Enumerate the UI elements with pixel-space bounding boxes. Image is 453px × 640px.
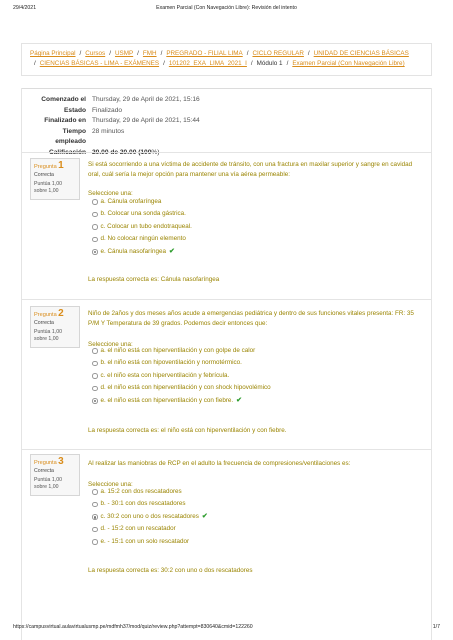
question-grade-max: sobre 1,00 (34, 187, 59, 194)
divider (431, 88, 432, 640)
answer-option[interactable] (92, 196, 192, 208)
answer-option[interactable] (92, 536, 208, 548)
select-prompt: Seleccione una: (88, 341, 133, 348)
question-number: 2 (58, 308, 64, 319)
option-label: b. el niño está con hipoventilación y normotérmico. (100, 359, 242, 367)
answer-option-selected[interactable] (92, 511, 208, 523)
breadcrumb-item-exam[interactable]: Examen Parcial (Con Navegación Libre) (292, 60, 405, 67)
question-grade-max: sobre 1,00 (34, 335, 59, 342)
radio-button[interactable] (92, 224, 98, 230)
radio-button[interactable] (92, 212, 98, 218)
check-icon: ✔ (201, 513, 208, 521)
breadcrumb-item-cursos[interactable]: Cursos (85, 50, 106, 57)
started-label: Comenzado el (41, 96, 86, 103)
breadcrumb-separator: / (246, 50, 249, 57)
print-title: Examen Parcial (Con Navegación Libre): Revisión del intento (156, 5, 297, 11)
time-label (21, 127, 89, 148)
question-text (88, 459, 422, 489)
question-info (30, 454, 80, 496)
answer-option[interactable] (92, 233, 192, 245)
answer-option[interactable] (92, 208, 192, 220)
radio-button[interactable] (92, 539, 98, 545)
radio-button[interactable] (92, 398, 98, 404)
option-label: d. - 15:2 con un rescatador (100, 525, 176, 533)
answer-option[interactable] (92, 357, 271, 369)
answer-options (92, 196, 192, 258)
answer-options (92, 486, 208, 548)
divider (21, 152, 432, 153)
breadcrumb-separator: / (250, 60, 253, 67)
question-grade-max: sobre 1,00 (34, 483, 59, 490)
answer-option[interactable] (92, 221, 192, 233)
time-label-line-1: Tiempo (62, 127, 86, 135)
breadcrumb-separator: / (163, 60, 165, 67)
question-label: Pregunta (34, 312, 57, 318)
question-info (30, 306, 80, 348)
finished-value: Thursday, 29 de April de 2021, 15:44 (92, 117, 200, 124)
breadcrumb-item-modulo: Módulo 1 (256, 60, 283, 67)
breadcrumb-separator: / (160, 50, 163, 57)
question-number: 1 (58, 160, 64, 171)
answer-option[interactable] (92, 370, 271, 382)
breadcrumb-separator: / (286, 60, 289, 67)
radio-button[interactable] (92, 361, 98, 367)
print-footer (13, 624, 440, 634)
breadcrumb-separator: / (109, 50, 111, 57)
breadcrumb-item-unidad[interactable]: UNIDAD DE CIENCIAS BÁSICAS (313, 50, 409, 57)
option-label: c. 30:2 con uno o dos rescatadores (100, 512, 199, 520)
answer-option[interactable] (92, 498, 208, 510)
question-number: 3 (58, 456, 64, 467)
question-grade: Puntúa 1,00 (34, 181, 62, 187)
question-stem: Si está socorriendo a una víctima de accidente de tránsito, con una fractura en maxilar superior y sangre en cavidad oral, cuál sería la mejor opción para mantener una vía aérea permeable: (88, 161, 413, 178)
correct-answer-feedback: La respuesta correcta es: 30:2 con uno o dos rescatadores (88, 567, 253, 574)
divider (21, 88, 432, 89)
answer-option[interactable] (92, 486, 208, 498)
radio-button[interactable] (92, 502, 98, 508)
option-label: b. - 30:1 con dos rescatadores (100, 500, 186, 508)
state-label: Estado (64, 106, 86, 114)
print-header (13, 5, 440, 15)
breadcrumb-item-usmp[interactable]: USMP (114, 50, 134, 57)
divider (21, 299, 432, 300)
breadcrumb-separator: / (137, 50, 139, 57)
answer-option-selected[interactable] (92, 246, 192, 258)
question-text (88, 160, 422, 199)
option-label: c. el niño esta con hiperventilación y febrícula. (100, 371, 230, 379)
question-label: Pregunta (34, 460, 57, 466)
divider (21, 88, 22, 640)
breadcrumb-separator: / (307, 50, 310, 57)
state-value: Finalizado (92, 106, 123, 114)
question-state: Correcta (34, 468, 54, 474)
question-grade: Puntúa 1,00 (34, 477, 62, 483)
radio-button[interactable] (92, 386, 98, 392)
option-label: c. Colocar un tubo endotraqueal. (100, 222, 192, 230)
option-label: b. Colocar una sonda gástrica. (100, 210, 186, 218)
answer-option[interactable] (92, 382, 271, 394)
answer-option-selected[interactable] (92, 395, 271, 407)
option-label: e. Cánula nasofaríngea (100, 247, 166, 255)
select-prompt: Seleccione una: (88, 190, 133, 197)
breadcrumb-item-home[interactable]: Página Principal (30, 50, 76, 57)
breadcrumb-item-examenes[interactable]: CIENCIAS BÁSICAS - LIMA - EXÁMENES (39, 60, 160, 67)
breadcrumb (21, 43, 432, 76)
breadcrumb-item-pregrado[interactable]: PREGRADO - FILIAL LIMA (166, 50, 243, 57)
question-stem: Niño de 2años y dos meses años acude a emergencias pediátrica y dentro de sus funciones vitales presenta: FR: 35 P/M Y Temperatura de 39 grados. Podemos decir entonces que: (88, 310, 414, 327)
question-info (30, 158, 80, 200)
print-date: 29/4/2021 (13, 5, 37, 11)
correct-answer-feedback: La respuesta correcta es: el niño está con hiperventilación y con fiebre. (88, 427, 287, 434)
option-label: e. - 15:1 con un solo rescatador (100, 537, 190, 545)
correct-answer-feedback: La respuesta correcta es: Cánula nasofaríngea (88, 276, 220, 283)
option-label: d. el niño está con hiperventilación y con shock hipovolémico (100, 384, 271, 392)
breadcrumb-item-ciclo[interactable]: CICLO REGULAR (252, 50, 304, 57)
question-state: Correcta (34, 172, 54, 178)
radio-button[interactable] (92, 249, 98, 255)
radio-button[interactable] (92, 237, 98, 243)
breadcrumb-separator: / (79, 50, 82, 57)
option-label: a. el niño está con hiperventilación y con golpe de calor (100, 347, 256, 354)
print-page-count: 1/7 (432, 624, 440, 630)
question-label: Pregunta (34, 164, 57, 170)
answer-option[interactable] (92, 345, 271, 357)
radio-button[interactable] (92, 527, 98, 533)
finished-label: Finalizado en (44, 117, 86, 124)
attempt-summary (21, 95, 432, 158)
select-prompt: Seleccione una: (88, 480, 133, 488)
option-label: d. No colocar ningún elemento (100, 235, 186, 243)
option-label: a. 15:2 con dos rescatadores (100, 488, 182, 495)
answer-options (92, 345, 271, 407)
radio-button[interactable] (92, 489, 98, 495)
option-label: a. Cánula orofaríngea (100, 198, 162, 205)
time-value: 28 minutos (92, 127, 125, 135)
option-label: e. el niño está con hiperventilación y con fiebre. (100, 396, 234, 404)
radio-button[interactable] (92, 373, 98, 379)
radio-button[interactable] (92, 348, 98, 354)
question-state: Correcta (34, 320, 54, 326)
question-grade: Puntúa 1,00 (34, 329, 62, 335)
question-text (88, 309, 422, 350)
breadcrumb-separator: / (34, 60, 36, 67)
question-stem: Al realizar las maniobras de RCP en el adulto la frecuencia de compresiones/ventilaciones es: (88, 460, 351, 467)
check-icon: ✔ (236, 396, 243, 404)
check-icon: ✔ (168, 247, 175, 255)
time-label-line-2: empleado (55, 138, 86, 145)
radio-button[interactable] (92, 514, 98, 520)
started-value: Thursday, 29 de April de 2021, 15:16 (92, 96, 200, 103)
answer-option[interactable] (92, 523, 208, 535)
divider (21, 449, 432, 450)
breadcrumb-item-course[interactable]: 101202_EXA_LIMA_2021_I (168, 60, 247, 67)
print-url: https://campusvirtual.aulavirtualusmp.pe/mdfmh37/mod/quiz/review.php?attempt=830640&cmid=122260 (13, 624, 253, 630)
breadcrumb-item-fmh[interactable]: FMH (142, 50, 157, 57)
radio-button[interactable] (92, 199, 98, 205)
